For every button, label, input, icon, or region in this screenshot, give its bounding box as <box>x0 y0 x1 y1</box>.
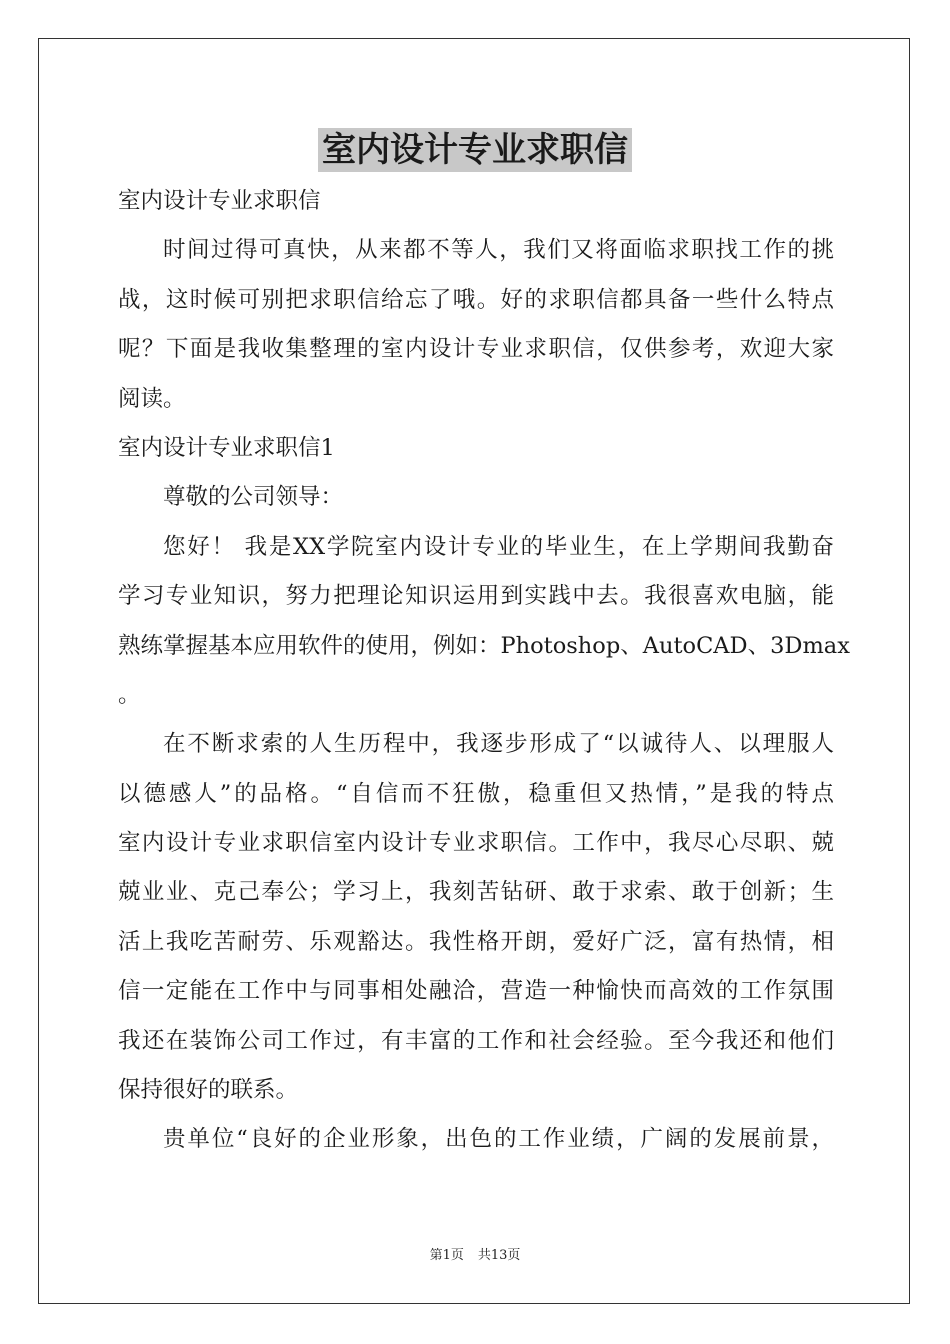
text-line: 活上我吃苦耐劳、乐观豁达。我性格开朗，爱好广泛，富有热情，相 <box>118 928 834 955</box>
text-line: 阅读。 <box>118 385 186 412</box>
text-line: 您好！ 我是XX学院室内设计专业的毕业生，在上学期间我勤奋 <box>163 533 834 560</box>
text-line: 战，这时候可别把求职信给忘了哦。好的求职信都具备一些什么特点 <box>118 286 834 313</box>
page-footer <box>0 1247 950 1265</box>
text-line: 时间过得可真快，从来都不等人，我们又将面临求职找工作的挑 <box>163 237 834 264</box>
text-line: 学习专业知识，努力把理论知识运用到实践中去。我很喜欢电脑，能 <box>118 583 834 610</box>
title-container <box>0 128 950 172</box>
page-total: 共13页 <box>477 1248 521 1263</box>
text-line: 以德感人”的品格。“自信而不狂傲，稳重但又热情，”是我的特点 <box>118 780 834 807</box>
text-line: 保持很好的联系。 <box>118 1077 299 1104</box>
text-line: 室内设计专业求职信1 <box>118 434 335 461</box>
text-line: 在不断求索的人生历程中，我逐步形成了“以诚待人、以理服人 <box>163 731 834 758</box>
document-title: 室内设计专业求职信 <box>318 128 632 172</box>
text-line: 室内设计专业求职信 <box>118 188 321 214</box>
text-line: 贵单位“良好的企业形象，出色的工作业绩，广阔的发展前景， <box>163 1126 834 1153</box>
text-line: 尊敬的公司领导： <box>163 484 344 511</box>
text-line: 室内设计专业求职信室内设计专业求职信。工作中，我尽心尽职、兢 <box>118 830 834 857</box>
text-line: 信一定能在工作中与同事相处融洽，营造一种愉快而高效的工作氛围 <box>118 978 834 1005</box>
page-number: 第1页 <box>429 1248 464 1263</box>
text-line: 。 <box>118 681 141 708</box>
text-line: 呢？下面是我收集整理的室内设计专业求职信，仅供参考，欢迎大家 <box>118 336 834 363</box>
document-body <box>118 177 850 1165</box>
text-line: 我还在装饰公司工作过，有丰富的工作和社会经验。至今我还和他们 <box>118 1027 834 1054</box>
text-line: 熟练掌握基本应用软件的使用，例如：Photoshop、AutoCAD、3Dmax <box>118 632 850 659</box>
text-line: 兢业业、克己奉公；学习上，我刻苦钻研、敢于求索、敢于创新；生 <box>118 879 834 906</box>
